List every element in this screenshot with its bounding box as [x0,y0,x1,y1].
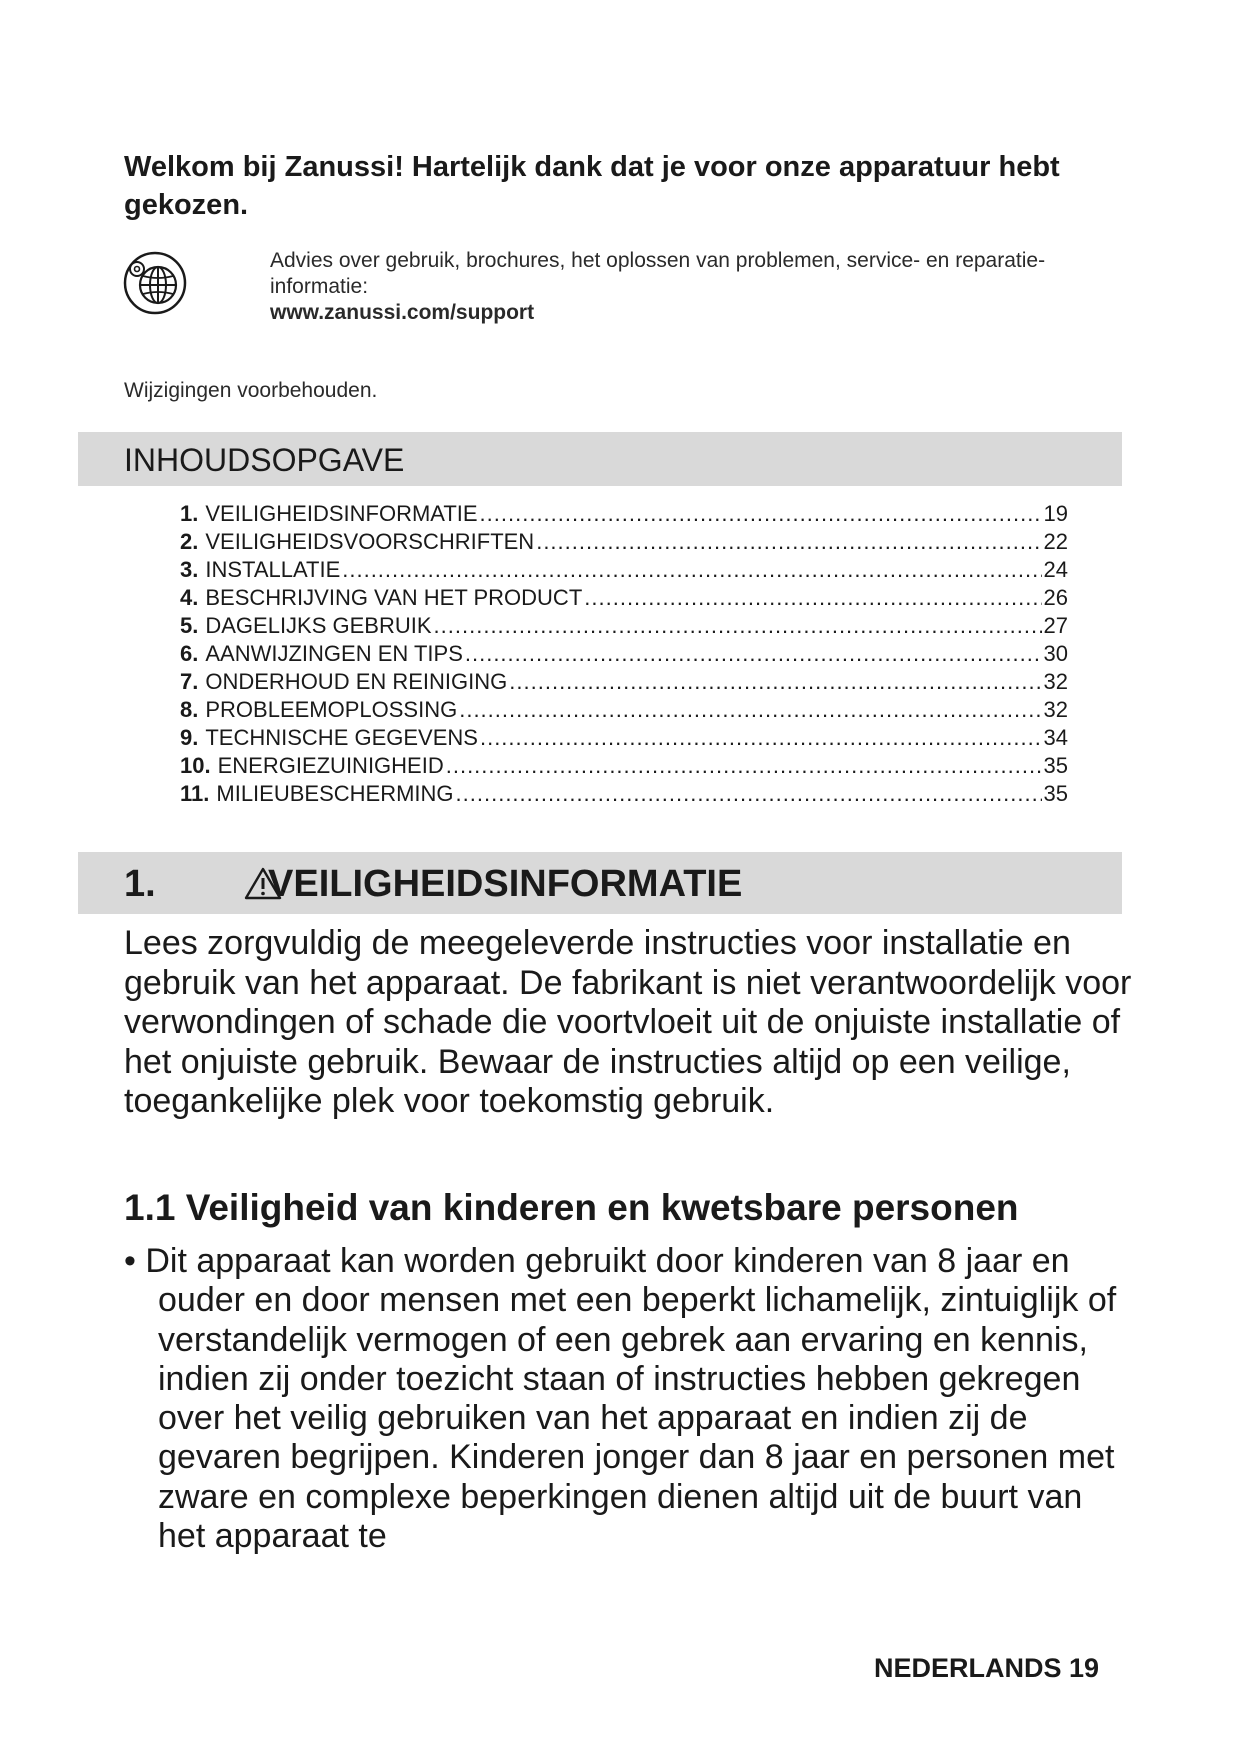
toc-item-page: 34 [1043,725,1068,750]
toc-item[interactable] [180,556,1068,584]
toc-item-number: 1. [180,501,199,526]
toc-item-number: 11. [180,781,210,806]
toc-leader [480,500,1042,528]
toc-item[interactable] [180,584,1068,612]
toc-item-title: AANWIJZINGEN EN TIPS [205,641,463,666]
subsection-heading: 1.1 Veiligheid van kinderen en kwetsbare personen [124,1187,1019,1228]
toc-item[interactable] [180,528,1068,556]
support-description: Advies over gebruik, brochures, het oplossen van problemen, service- en reparatie-informatie: [270,249,1046,298]
toc-item-page: 19 [1043,501,1068,526]
section-title: VEILIGHEIDSINFORMATIE [268,863,743,905]
toc-item-title: VEILIGHEIDSINFORMATIE [205,501,478,526]
section-1-heading-bar [78,852,1122,914]
toc-item-page: 26 [1043,585,1068,610]
toc-item[interactable] [180,724,1068,752]
toc-item[interactable] [180,500,1068,528]
toc-item[interactable] [180,696,1068,724]
toc-item-number: 9. [180,725,199,750]
toc-leader [584,584,1041,612]
toc-item-page: 24 [1043,557,1068,582]
toc-leader [465,640,1042,668]
support-info [270,248,1120,326]
toc-item-number: 5. [180,613,199,638]
toc-heading: INHOUDSOPGAVE [124,442,405,478]
toc-item-page: 27 [1043,613,1068,638]
toc-item-number: 7. [180,669,199,694]
toc-heading-bar [78,432,1122,486]
toc-item-number: 2. [180,529,199,554]
toc-item-page: 30 [1043,641,1068,666]
welcome-heading: Welkom bij Zanussi! Hartelijk dank dat je voor onze apparatuur hebt gekozen. [124,151,1060,221]
section-intro-paragraph: Lees zorgvuldig de meegeleverde instructies voor installatie en gebruik van het apparaat. De fabrikant is niet verantwoordelijk voor verwondingen of schade die voortvloeit uit de onjuiste installatie of het onjuiste gebruik. Bewaar de instructies altijd op een veilige, toegankelijke plek voor toekomstig gebruik. [124,924,1132,1120]
toc-item-number: 3. [180,557,199,582]
toc-leader [536,528,1041,556]
toc-item-page: 35 [1043,781,1068,806]
toc-leader [446,752,1042,780]
toc-item-title: DAGELIJKS GEBRUIK [205,613,432,638]
toc-leader [509,668,1041,696]
toc-item-page: 22 [1043,529,1068,554]
toc-item[interactable] [180,612,1068,640]
toc-item-title: BESCHRIJVING VAN HET PRODUCT [205,585,583,610]
table-of-contents [180,500,1068,808]
toc-leader [480,724,1042,752]
toc-item-page: 35 [1043,753,1068,778]
toc-item-number: 8. [180,697,199,722]
page-footer: NEDERLANDS 19 [873,1653,1099,1683]
toc-item[interactable] [180,780,1068,808]
toc-item-title: PROBLEEMOPLOSSING [205,697,458,722]
toc-leader [456,780,1042,808]
globe-icon [122,250,188,316]
toc-item-number: 4. [180,585,199,610]
toc-leader [342,556,1041,584]
toc-item[interactable] [180,752,1068,780]
toc-item-title: INSTALLATIE [205,557,341,582]
toc-leader [459,696,1041,724]
toc-item-title: ONDERHOUD EN REINIGING [205,669,508,694]
toc-item-page: 32 [1043,697,1068,722]
toc-item-title: VEILIGHEIDSVOORSCHRIFTEN [205,529,535,554]
toc-item-title: MILIEUBESCHERMING [216,781,454,806]
toc-item[interactable] [180,640,1068,668]
support-url-link[interactable]: www.zanussi.com/support [270,301,535,324]
toc-item-number: 10. [180,753,211,778]
toc-item-title: TECHNISCHE GEGEVENS [205,725,478,750]
section-number: 1. [124,863,156,905]
toc-item[interactable] [180,668,1068,696]
changes-note: Wijzigingen voorbehouden. [124,379,378,402]
toc-item-title: ENERGIEZUINIGHEID [217,753,444,778]
bullet-paragraph: • Dit apparaat kan worden gebruikt door kinderen van 8 jaar en ouder en door mensen met een beperkt lichamelijk, zintuiglijk of verstandelijk vermogen of een gebrek aan ervaring en kennis, indien zij onder toezicht staan of instructies hebben gekregen over het veilig gebruiken van het apparaat en indien zij de gevaren begrijpen. Kinderen jonger dan 8 jaar en personen met zware en complexe beperkingen dienen altijd uit de buurt van het apparaat te [124,1242,1117,1556]
toc-item-page: 32 [1043,669,1068,694]
toc-leader [434,612,1042,640]
toc-item-number: 6. [180,641,199,666]
